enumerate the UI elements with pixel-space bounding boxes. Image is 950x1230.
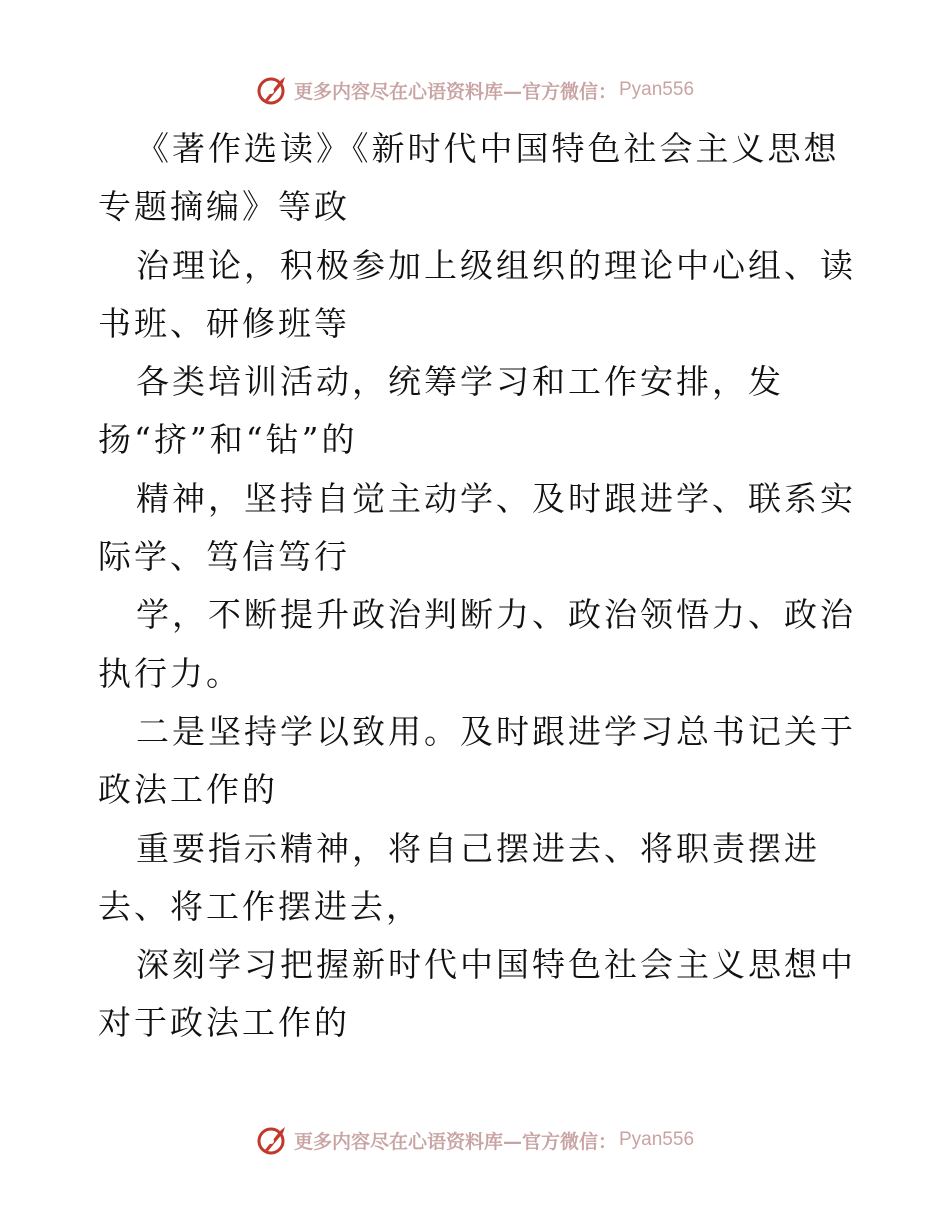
paragraph: 二是坚持学以致用。及时跟进学习总书记关于政法工作的 (98, 711, 856, 810)
quill-pen-circle-icon (256, 1123, 290, 1157)
paragraph: 各类培训活动，统筹学习和工作安排，发扬“挤”和“钻”的 (98, 362, 784, 460)
document-body (98, 120, 858, 1053)
paragraph: 治理论，积极参加上级组织的理论中心组、读书班、研修班等 (98, 245, 856, 343)
paragraph: 精神，坚持自觉主动学、及时跟进学、联系实际学、笃信笃行 (98, 478, 856, 577)
header-watermark-content (256, 73, 694, 107)
paragraph: 《著作选读》《新时代中国特色社会主义思想专题摘编》等政 (98, 129, 840, 227)
paragraph: 深刻学习把握新时代中国特色社会主义思想中对于政法工作的 (98, 945, 856, 1043)
paragraph: 重要指示精神，将自己摆进去、将职责摆进去、将工作摆进去， (98, 828, 820, 926)
footer-watermark-content (256, 1123, 694, 1157)
watermark-account: Pyan556 (619, 1129, 695, 1150)
watermark-text: 更多内容尽在心语资料库—官方微信： (293, 1130, 617, 1153)
quill-pen-circle-icon (256, 73, 290, 107)
watermark-account: Pyan556 (619, 79, 695, 100)
paragraph: 学，不断提升政治判断力、政治领悟力、政治执行力。 (98, 595, 856, 693)
header-watermark (0, 70, 950, 110)
watermark-text: 更多内容尽在心语资料库—官方微信： (293, 80, 617, 103)
footer-watermark (0, 1120, 950, 1160)
